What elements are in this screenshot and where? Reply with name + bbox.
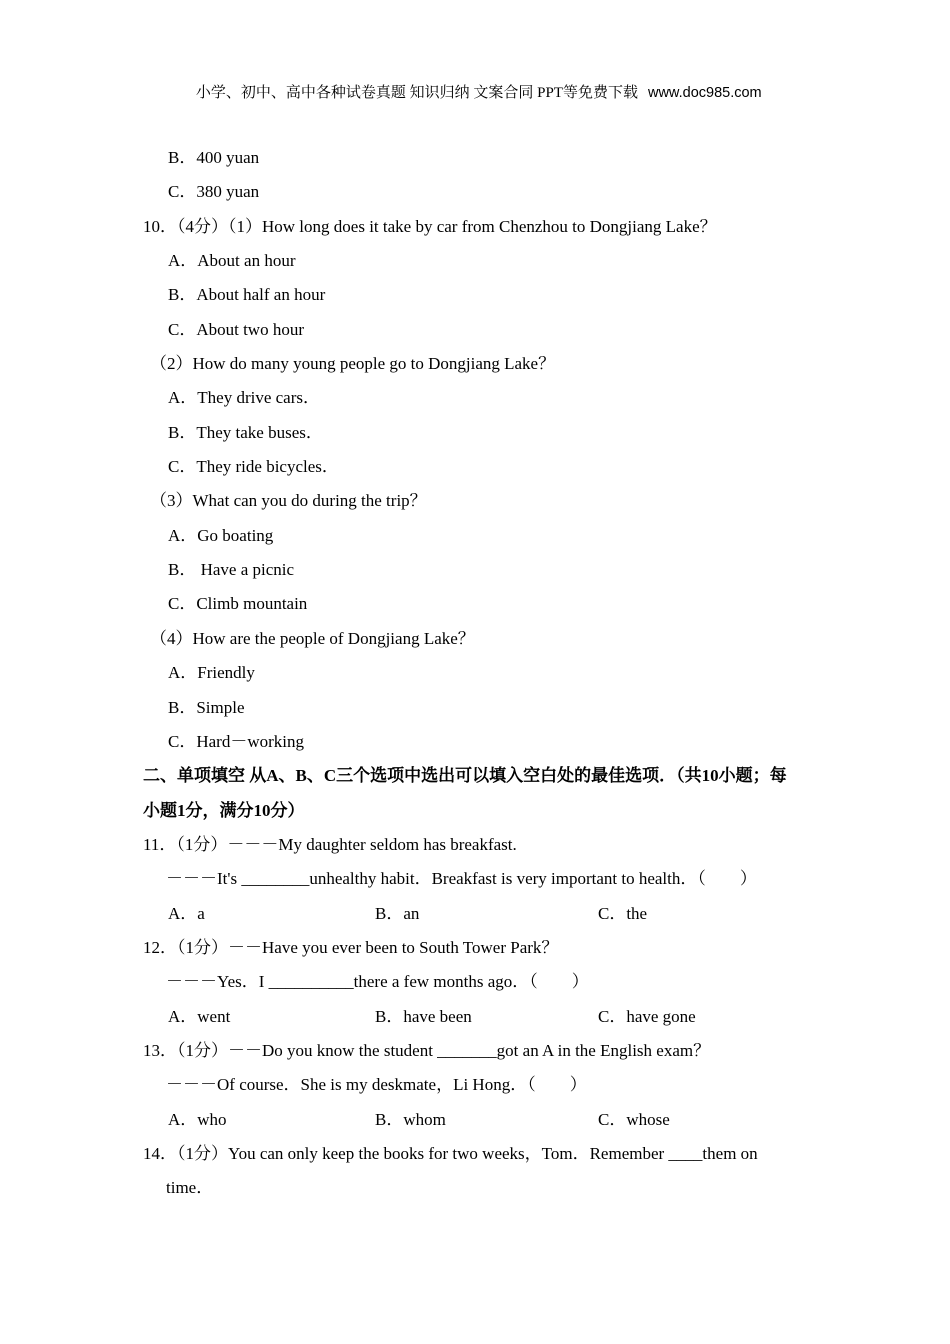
q12-option-b: B．have been	[375, 1006, 472, 1026]
q9-option-c: C．380 yuan	[168, 182, 260, 202]
q11-option-b: B．an	[375, 903, 420, 923]
section2-heading-line2: 小题1分，满分10分）	[143, 800, 305, 820]
q11-option-a: A．a	[168, 903, 205, 923]
q12-line2: －－－Yes．I __________there a few months ago．（ ）	[166, 972, 589, 992]
q11-line1: 11．（1分）－－－My daughter seldom has breakfast.	[143, 834, 517, 854]
site-notice-text: 小学、初中、高中各种试卷真题 知识归纳 文案合同 PPT等免费下载	[195, 85, 638, 101]
q9-option-b: B．400 yuan	[168, 148, 260, 167]
q10-stem: 10．（4分）（1）How long does it take by car from Chenzhou to Dongjiang Lake？	[143, 216, 717, 236]
q12-option-c: C．have gone	[598, 1006, 696, 1026]
q10-part1-option-b: B．About half an hour	[168, 285, 326, 305]
q13-option-c: C．whose	[598, 1109, 670, 1129]
section2-heading-line1: 二、单项填空 从A、B、C三个选项中选出可以填入空白处的最佳选项．（共10小题；每	[143, 766, 787, 786]
q10-part3-option-b: B． Have a picnic	[168, 560, 295, 580]
q13-options-row	[0, 1103, 950, 1137]
site-header	[0, 64, 950, 102]
q13-option-b: B．whom	[375, 1109, 446, 1129]
q10-part4-question: （4）How are the people of Dongjiang Lake？	[150, 628, 475, 648]
q11-option-c: C．the	[598, 903, 648, 923]
q10-part3-question: （3）What can you do during the trip？	[150, 491, 427, 511]
q14-line2: time．	[166, 1178, 214, 1198]
q10-part1-option-a: A．About an hour	[168, 251, 296, 271]
q10-part2-option-b: B．They take buses．	[168, 422, 323, 442]
exam-page-content	[0, 141, 950, 1206]
q13-line1: 13．（1分）－－Do you know the student _______got an A in the English exam？	[143, 1040, 711, 1060]
q10-part2-question: （2）How do many young people go to Dongjiang Lake？	[150, 354, 556, 374]
q14-line1: 14．（1分）You can only keep the books for two weeks，Tom．Remember ____them on	[143, 1143, 758, 1163]
q10-part1-option-c: C．About two hour	[168, 319, 304, 339]
q10-part2-option-c: C．They ride bicycles．	[168, 457, 339, 477]
q12-option-a: A．went	[168, 1006, 231, 1026]
q10-part3-option-c: C．Climb mountain	[168, 594, 308, 614]
q10-part3-option-a: A．Go boating	[168, 525, 274, 545]
q10-part4-option-c: C．Hard－working	[168, 731, 304, 751]
q11-line2: －－－It's ________unhealthy habit．Breakfast is very important to health．（ ）	[166, 869, 757, 889]
q12-options-row	[0, 1000, 950, 1034]
q11-options-row	[0, 897, 950, 931]
q13-line2: －－－Of course．She is my deskmate，Li Hong．（ ）	[166, 1075, 587, 1095]
site-url-text: www.doc985.com	[647, 85, 762, 101]
q13-option-a: A．who	[168, 1109, 227, 1129]
q10-part2-option-a: A．They drive cars．	[168, 388, 321, 408]
q10-part4-option-b: B．Simple	[168, 697, 245, 717]
q12-line1: 12．（1分）－－Have you ever been to South Tower Park？	[143, 937, 559, 957]
q10-part4-option-a: A．Friendly	[168, 663, 255, 683]
